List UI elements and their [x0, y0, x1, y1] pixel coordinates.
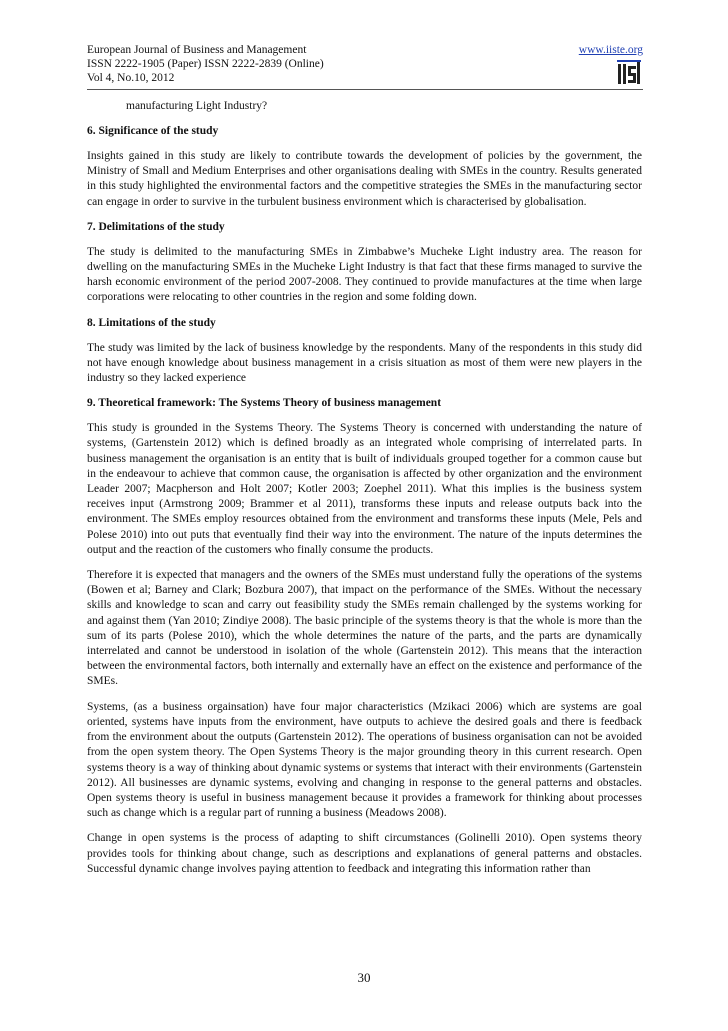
section-heading: 7. Delimitations of the study [87, 220, 225, 233]
paragraph: Insights gained in this study are likely to contribute towards the development of policies by the government, the Ministry of Small and Medium Enterprises and other organisations dealing with SMEs in the country. Results generated in this study highlighted the environmental factors and the competitive strategies the SMEs in the manufacturing sector can engage in order to survive in the turbulent business environment which is characterised by globalisation. [87, 150, 642, 208]
iiste-logo-icon [617, 60, 641, 86]
issn-line: ISSN 2222-1905 (Paper) ISSN 2222-2839 (Online) [87, 58, 324, 70]
article-body [87, 99, 642, 887]
paragraph: Systems, (as a business orgainsation) have four major characteristics (Mzikaci 2006) which are systems are goal oriented, systems have inputs from the environment, have outputs to achieve the desired goals and there is feedback from the environment about the outputs (Gartenstein 2012). The operations of business organisation can not be avoided from the open system theory. The Open Systems Theory is the major grounding theory in this current research. Open systems theory is a way of thinking about dynamic systems or systems that interact with their environments (Gartenstein 2012). All businesses are dynamic systems, evolving and changing in response to the general patterns and obstacles. Open systems theory is useful in business management because it provides a framework for thinking about processes such as change which is a regular part of running a business (Meadows 2008). [87, 700, 642, 820]
section-heading: 8. Limitations of the study [87, 316, 216, 329]
header-rule [87, 89, 643, 90]
continuation-line: manufacturing Light Industry? [126, 100, 268, 112]
paragraph: The study is delimited to the manufacturing SMEs in Zimbabwe’s Mucheke Light industry area. The reason for dwelling on the manufacturing SMEs in the Mucheke Light Industry is that fact that these firms managed to survive the harsh economic environment of the period 2007-2008. They continued to provide manufactures at the time when large corporations were relocating to other countries in the region and some folding down. [87, 245, 642, 304]
journal-url-link[interactable]: www.iiste.org [578, 44, 643, 56]
journal-title: European Journal of Business and Management [87, 44, 307, 56]
page-number: 30 [357, 970, 371, 985]
volume-line: Vol 4, No.10, 2012 [87, 72, 175, 84]
paragraph: The study was limited by the lack of business knowledge by the respondents. Many of the respondents in this study did not have enough knowledge about business management in a crisis situation as most of them were new players in the industry so they lacked experience [87, 341, 642, 385]
paragraph: Change in open systems is the process of adapting to shift circumstances (Golinelli 2010). Open systems theory provides tools for thinking about change, such as descriptions and explanations of general patterns and obstacles. Successful dynamic change involves paying attention to feedback and integrating this information rather than [87, 832, 642, 875]
page-header [87, 43, 647, 87]
section-heading: 9. Theoretical framework: The Systems Theory of business management [87, 397, 442, 410]
section-heading: 6. Significance of the study [87, 125, 219, 137]
paragraph: Therefore it is expected that managers and the owners of the SMEs must understand fully the operations of the systems (Bowen et al; Barney and Clark; Bozbura 2007), that impact on the performance of the SMEs. Without the necessary skills and knowledge to scan and carry out feasibility study the SMEs remain challenged by the systems working for and against them (Yan 2010; Zindiye 2008). The basic principle of the systems theory is that the whole is more than the sum of its parts (Polese 2010), which the whole determines the nature of the parts, and the parts are dynamically interrelated and cannot be understood in isolation of the whole (Gartenstein 2012). This means that the interaction between the environmental factors, both internally and externally have an effect on the existence and performance of the SMEs. [87, 569, 642, 688]
paragraph: This study is grounded in the Systems Theory. The Systems Theory is concerned with understanding the nature of systems, (Gartenstein 2012) which is defined broadly as an integrated whole comprising of interrelated parts. In business management the organisation is an entity that is built of individuals grouped together for a common cause but in the endeavour to achieve that common cause, the organisation is affected by other organization and the environment Leader 2007; Macpherson and Holt 2007; Kotler 2003; Zoephel 2011). What this implies is the business system receives input (Armstrong 2009; Brammer et al 2011), transforms these inputs and release outputs back into the environment. The SMEs employ resources obtained from the environment and transforms these inputs (Mele, Pels and Polese 2010) into out puts that eventually find their way into the environment. The nature of the inputs determines the output and the reaction of the customers who finally consume the products. [87, 422, 642, 556]
